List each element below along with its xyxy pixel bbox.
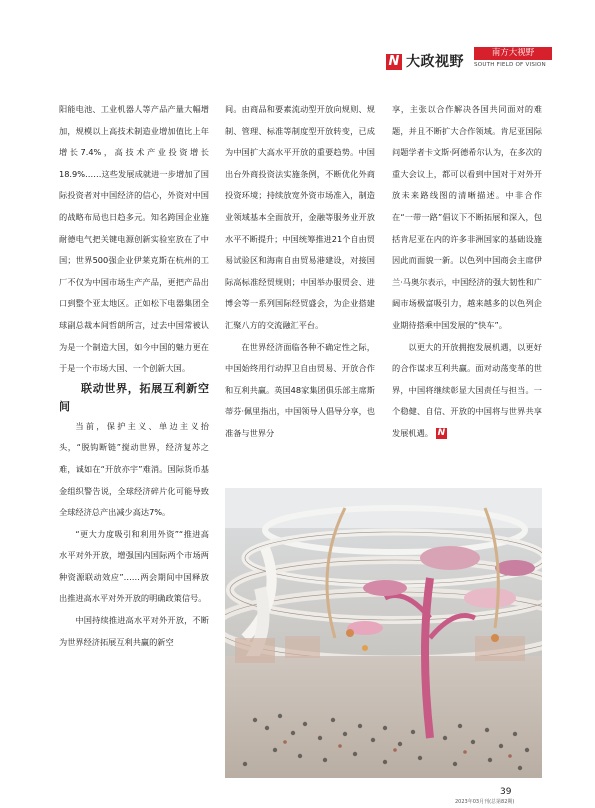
paragraph: 中国持续推进高水平对外开放，不断为世界经济拓展互利共赢的新空 [59, 615, 209, 647]
article-column-3 [392, 99, 542, 445]
page-number: 39 [500, 787, 512, 797]
paragraph: 享，主张以合作解决各国共同面对的难题，并且不断扩大合作领域。肯尼亚国际问题学者卡文斯·阿德希尔认为，在多次的重大会议上，都可以看到中国对于对外开放未来路线图的清晰描述。中非合作在“一带一路”倡议下不断拓展和深入，包括肯尼亚在内的许多非洲国家的基础设施因此而面貌一新。以色列中国商会主席伊兰·马奥尔表示，中国经济的强大韧性和广阔市场极富吸引力，越来越多的以色列企业期待搭乘中国发展的“快车”。 [392, 104, 542, 330]
paragraph: 在世界经济面临各种不确定性之际，中国始终用行动捍卫自由贸易、开放合作和互利共赢。英国48家集团俱乐部主席斯蒂芬·佩里指出，中国领导人倡导分享，也准备与世界分 [225, 341, 375, 438]
paragraph [392, 337, 542, 445]
paragraph: “更大力度吸引和利用外资”“推进高水平对外开放，增强国内国际两个市场两种资源联动效应”……两会期间中国释放出推进高水平对外开放的明确政策信号。 [59, 528, 209, 604]
n-logo-icon: N [386, 54, 402, 70]
magazine-brand-en: SOUTH FIELD OF VISION [474, 62, 546, 68]
page-header [386, 47, 566, 79]
paragraph-text: 以更大的开放拥抱发展机遇，以更好的合作谋求互利共赢。面对动荡变革的世界，中国将继续彰显大国责任与担当。一个稳健、自信、开放的中国将与世界共享发展机遇。 [392, 341, 542, 438]
section-title: 大政视野 [406, 54, 464, 70]
paragraph: 当前，保护主义、单边主义抬头，“脱钩断链”搅动世界，经济复苏之难，诚如在“开放亦宇”难消。国际货币基金组织警告说，全球经济碎片化可能导致全球经济总产出减少高达7%。 [59, 420, 209, 518]
section-subhead: 联动世界，拓展互利新空间 [59, 381, 209, 413]
article-column-2 [225, 99, 375, 445]
mall-atrium-photo [225, 488, 542, 778]
paragraph: 间。由商品和要素流动型开放向规则、规制、管理、标准等制度型开放转变，已成为中国扩大高水平开放的重要趋势。中国出台外商投资法实施条例，不断优化外商投资环境；持续放宽外资市场准入，制造业领域基本全面放开，金融等服务业开放水平不断提升；中国统筹推进21个自由贸易试验区和海南自由贸易港建设，对接国际高标准经贸规则；中国举办服贸会、进博会等一系列国际经贸盛会，为企业搭建汇聚八方的交流融汇平台。 [225, 104, 375, 330]
paragraph: 阳能电池、工业机器人等产品产量大幅增加，规模以上高技术制造业增加值比上年增长7.4%，高技术产业投资增长18.9%……这些发展成就进一步增加了国际投资者对中国经济的信心，外资对中国的战略布局也日趋多元。知名跨国企业施耐德电气把关键电源创新实验室放在了中国；世界500强企业伊莱克斯在杭州的工厂不仅为中国市场生产产品，更把产品出口到整个亚太地区。正如松下电器集团全球副总裁本间哲朗所言，过去中国常被认为是一个制造大国，如今中国的魅力更在于是一个市场大国、一个创新大国。 [59, 104, 209, 374]
article-column-1 [59, 99, 209, 653]
magazine-brand-cn: 南方大视野 [474, 47, 552, 60]
issue-label: 2023年03月刊(总第82期) [455, 799, 515, 805]
end-mark-icon: N [437, 427, 446, 438]
